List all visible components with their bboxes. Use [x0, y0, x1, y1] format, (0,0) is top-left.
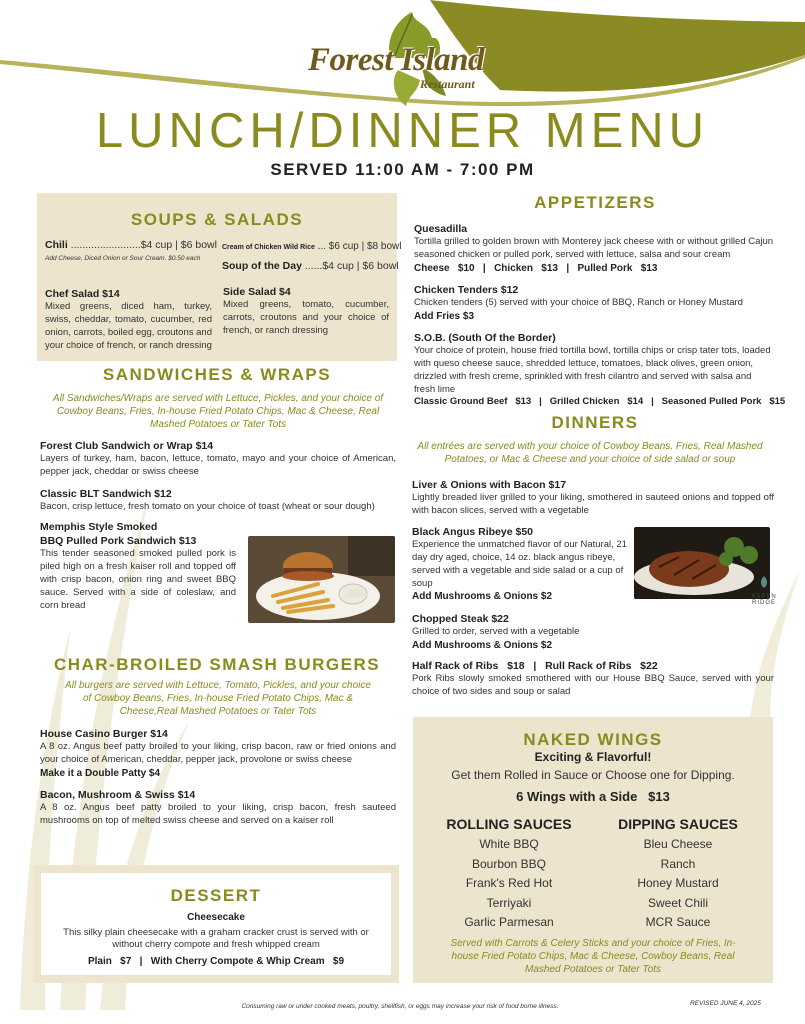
cheesecake-prices: Plain $7 | With Cherry Compote & Whip Cream $9 [87, 956, 345, 968]
mushroom-item [40, 788, 396, 828]
rolling-sauce: Garlic Parmesan [464, 915, 554, 929]
burger-photo [248, 536, 395, 623]
aspen-line-2: RIDGE [751, 600, 776, 606]
rolling-sauces [434, 816, 584, 933]
chili-note: Add Cheese, Diced Onion or Sour Cream. $0.50 each [45, 254, 201, 262]
tenders-name: Chicken Tenders $12 [414, 284, 519, 296]
side-salad-desc: Mixed greens, tomato, cucumber, carrots, croutons and your choice of french, or ranch dressing [223, 299, 389, 336]
club-name: Forest Club Sandwich or Wrap $14 [40, 440, 214, 452]
chili-dots: ........................ [67, 239, 141, 251]
side-salad-name: Side Salad $4 [223, 286, 291, 298]
dinners-heading: DINNERS [551, 413, 639, 432]
blt-item [40, 487, 396, 514]
wildrice-name: Cream of Chicken Wild Rice [222, 244, 315, 251]
chili-price: $4 cup | $6 bowl [140, 239, 217, 251]
wings-heading: NAKED WINGS [523, 730, 663, 749]
wildrice-price: ... $6 cup | $8 bowl [314, 241, 402, 252]
chef-salad-desc: Mixed greens, diced ham, turkey, swiss, cheddar, tomato, cucumber, red onion, carrots, boiled egg, croutons and your choice of french, or ranch dressing [45, 301, 212, 351]
tenders-item [414, 283, 774, 323]
burgers-heading: CHAR-BROILED SMASH BURGERS [53, 655, 381, 674]
casino-item [40, 727, 396, 780]
sotd-price: ......$4 cup | $6 bowl [301, 260, 399, 272]
logo-subtitle: Restaurant [420, 77, 475, 91]
wings-offer: 6 Wings with a Side $13 [516, 789, 670, 804]
ribeye-name: Black Angus Ribeye $50 [412, 526, 533, 538]
wings-note: Served with Carrots & Celery Sticks and your choice of Fries, In-house Fried Potato Chips, Mac & Cheese, Cowboy Beans, Real Mashed Potatoes or Tater Tots [450, 938, 736, 975]
chili-item [45, 238, 225, 264]
ribeye-item [412, 525, 627, 604]
sob-name: S.O.B. (South Of the Border) [414, 332, 556, 344]
quesadilla-desc: Tortilla grilled to golden brown with Monterey jack cheese with or without grilled Cajun seasoned chicken or pulled pork, served with lettuce, salsa and sour cream [414, 236, 774, 260]
casino-desc: A 8 oz. Angus beef patty broiled to your liking, crisp bacon, raw or fried onions and your choice of American, cheddar, pepper jack, provolone or swiss cheese [40, 741, 396, 765]
chef-salad-name: Chef Salad $14 [45, 288, 120, 300]
page-title: LUNCH/DINNER MENU [95, 104, 710, 158]
revised-date: REVISED JUNE 4, 2025 [690, 1000, 761, 1007]
blt-desc: Bacon, crisp lettuce, fresh tomato on your choice of toast (wheat or sour dough) [40, 501, 375, 513]
dipping-sauce: MCR Sauce [645, 915, 711, 929]
rolling-heading: ROLLING SAUCES [446, 816, 572, 832]
memphis-item [40, 520, 236, 612]
liver-desc: Lightly breaded liver grilled to your liking, smothered in sauteed onions and topped off with bacon slices, served with a vegetable [412, 492, 774, 516]
food-warning: Consuming raw or under cooked meats, poultry, shellfish, or eggs may increase your risk of food borne illness. [241, 1003, 559, 1010]
quesadilla-name: Quesadilla [414, 223, 468, 235]
aspen-line-1: ASPEN [751, 594, 777, 600]
sob-item [414, 331, 786, 409]
ribeye-extra: Add Mushrooms & Onions $2 [412, 591, 553, 603]
dessert-heading: DESSERT [170, 886, 262, 905]
dipping-sauce: Bleu Cheese [643, 837, 713, 851]
dipping-sauce: Sweet Chili [647, 895, 709, 910]
appetizers-heading: APPETIZERS [534, 193, 656, 212]
dipping-sauces [603, 816, 753, 933]
sob-desc: Your choice of protein, house fried tortilla bowl, tortilla chips or crisp tater tots, loaded with queso cheese sauce, shredded lettuce, tomatoes, black olives, green onion, drizzled with fresh creme, sprinkled with fresh cilantro and served with salsa and fresh lime [414, 345, 771, 395]
burger-image [248, 536, 395, 623]
sob-prices: Classic Ground Beef $13 | Grilled Chicken $14 | Seasoned Pulled Pork $15 [414, 396, 786, 408]
club-item [40, 439, 396, 479]
chili-name: Chili [45, 239, 68, 251]
wings-line: Get them Rolled in Sauce or Choose one for Dipping. [451, 768, 735, 782]
memphis-desc: This tender seasoned smoked pulled pork is piled high on a fresh kaiser roll and topped off with crisp bacon, onion ring and sweet BBQ sauce. Served with a side of coleslaw, and corn bread [40, 548, 236, 611]
chopped-desc: Grilled to order, served with a vegetable [412, 626, 580, 638]
ribs-desc: Pork Ribs slowly smoked smothered with our House BBQ Sauce, served with your choice of two sides and soup or salad [412, 673, 774, 697]
dipping-sauce: Honey Mustard [637, 876, 719, 890]
restaurant-logo [300, 10, 505, 105]
quesadilla-item [414, 222, 774, 275]
club-desc: Layers of turkey, ham, bacon, lettuce, tomato, mayo and your choice of American, pepper jack, cheddar or swiss cheese [40, 453, 396, 477]
side-salad-item [223, 285, 389, 338]
dipping-sauce: Ranch [660, 856, 696, 871]
cheesecake-desc: This silky plain cheesecake with a graham cracker crust is served with or without cherry compote and fresh whipped cream [63, 926, 369, 951]
liver-name: Liver & Onions with Bacon $17 [412, 479, 567, 491]
dipping-heading: DIPPING SAUCES [618, 816, 738, 832]
wildrice-item [222, 240, 402, 254]
blt-name: Classic BLT Sandwich $12 [40, 488, 172, 500]
memphis-name-1: Memphis Style Smoked [40, 521, 158, 533]
served-hours: SERVED 11:00 AM - 7:00 PM [270, 160, 535, 179]
rolling-sauce: Bourbon BBQ [471, 856, 547, 871]
aspen-leaf-icon [757, 575, 771, 589]
tenders-extra: Add Fries $3 [414, 310, 475, 322]
chef-salad-item [45, 287, 212, 352]
mushroom-desc: A 8 oz. Angus beef patty broiled to your liking, crisp bacon, fresh sauteed mushrooms on top of melted swiss cheese and served on a kaiser roll [40, 802, 396, 826]
mushroom-name: Bacon, Mushroom & Swiss $14 [40, 789, 196, 801]
cheesecake-name: Cheesecake [187, 912, 245, 923]
aspen-ridge-logo [745, 575, 783, 606]
dinners-note: All entrées are served with your choice of Cowboy Beans, Fries, Real Mashed Potatoes, or Mac & Cheese and your choice of side salad or soup [417, 441, 763, 465]
rolling-sauce: Frank's Red Hot [465, 876, 553, 890]
liver-item [412, 478, 774, 518]
sotd-name: Soup of the Day [222, 260, 302, 272]
soups-heading: SOUPS & SALADS [130, 210, 304, 229]
tenders-desc: Chicken tenders (5) served with your choice of BBQ, Ranch or Honey Mustard [414, 297, 743, 309]
rolling-sauce: White BBQ [479, 837, 539, 851]
ribeye-desc: Experience the unmatched flavor of our Natural, 21 day dry aged, choice, 14 oz. black angus ribeye, served with a vegetable and side salad or a cup of soup [412, 539, 627, 589]
logo-title: Forest Island [308, 42, 484, 78]
quesadilla-prices: Cheese $10 | Chicken $13 | Pulled Pork $13 [414, 262, 658, 274]
chopped-name: Chopped Steak $22 [412, 613, 509, 625]
cheesecake-item [55, 911, 377, 969]
chopped-item [412, 612, 772, 652]
ribs-item [412, 659, 774, 699]
casino-name: House Casino Burger $14 [40, 728, 168, 740]
sandwiches-note: All Sandwiches/Wraps are served with Lettuce, Pickles, and your choice of Cowboy Beans, Fries, In-house Fried Potato Chips, Mac & Cheese, Real Mashed Potatoes or Tater Tots [52, 393, 384, 430]
sotd-item [222, 259, 397, 274]
chopped-extra: Add Mushrooms & Onions $2 [412, 639, 553, 651]
rolling-sauce: Terriyaki [486, 895, 532, 910]
burgers-note: All burgers are served with Lettuce, Tomato, Pickles, and your choice of Cowboy Beans, Fries, In-house Fried Potato Chips, Mac & Cheese,Real Mashed Potatoes or Tater Tots [65, 680, 371, 717]
ribs-name: Half Rack of Ribs $18 | Rull Rack of Ribs $22 [412, 660, 658, 672]
memphis-name-2: BBQ Pulled Pork Sandwich $13 [40, 535, 197, 548]
casino-extra: Make it a Double Patty $4 [40, 767, 161, 779]
wings-tag: Exciting & Flavorful! [534, 750, 652, 764]
sandwiches-heading: SANDWICHES & WRAPS [102, 365, 332, 384]
